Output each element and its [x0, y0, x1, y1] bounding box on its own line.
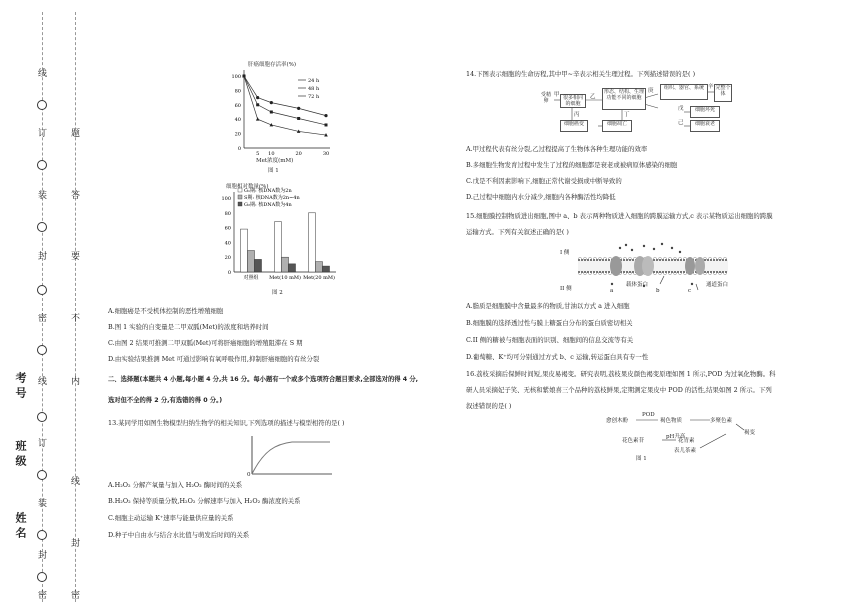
seal-char: 不 — [71, 314, 81, 324]
q15-stem-cont: 运输方式。下列有关叙述正确的是( ) — [466, 228, 569, 236]
fig2-y-tick-label: 80 — [224, 210, 231, 217]
fig1-x-tick-label: 10 — [268, 151, 275, 157]
seal-char: 题 — [71, 129, 81, 139]
seal-char: 密 — [38, 591, 48, 601]
fig2-bar — [289, 264, 296, 272]
fig1-point — [256, 96, 259, 99]
q15-label-carrier: 载体蛋白 — [626, 282, 649, 288]
fig1-y-tick-label: 80 — [234, 88, 241, 95]
fig2-bar — [282, 257, 289, 272]
q13-model-graph — [246, 432, 336, 480]
q14-cells-same: 很多相同的细胞 — [560, 94, 586, 108]
fig2-bar — [316, 262, 323, 272]
q16-brown-substance: 褐色物质 — [660, 418, 683, 424]
q16-diagram — [606, 412, 766, 464]
q16-guaiacol: 愈创木酚 — [606, 418, 629, 424]
q14-individual: 完整个体 — [714, 84, 732, 102]
q16-pod-enzyme: POD — [642, 412, 655, 418]
q15-side-1: I 侧 — [560, 250, 570, 256]
q16-browning: 褐变 — [744, 430, 756, 436]
fig2-bar — [275, 222, 282, 272]
q14-process-geng: 庚 — [648, 88, 654, 94]
binding-margin — [0, 0, 86, 608]
fig1-x-tick-label: 5 — [256, 151, 260, 157]
q16-polymer-pigment: 多聚色素 — [710, 418, 733, 424]
q15-label-channel: 通道蛋白 — [706, 282, 729, 288]
fig1-x-title: Met浓度(mM) — [256, 158, 294, 164]
q13-option-b: B.H₂O₂ 保持等质量分数,H₂O₂ 分解速率与加入 H₂O₂ 酶浓度的关系 — [108, 497, 301, 505]
fig1-point — [297, 107, 300, 110]
fig1-y-tick-label: 40 — [234, 117, 241, 124]
seal-char: 答 — [71, 191, 81, 201]
fig2-legend-swatch — [238, 195, 242, 199]
seal-char: 订 — [38, 129, 48, 139]
seal-char: 线 — [38, 377, 48, 387]
q14-process-yi: 乙 — [590, 94, 596, 100]
q14-option-a: A.甲过程代表有丝分裂,乙过程提高了生物体各种生理功能的效率 — [466, 145, 648, 153]
q15-option-b: B.细胞膜的选择透过性与膜上糖蛋白分布的蛋白质密切相关 — [466, 319, 633, 327]
fig1-y-tick-label: 60 — [234, 102, 241, 109]
q13-stem: 13.某同学用如图生物模型归纳生物学的相关知识,下列选项的描述与模型相符的是( ) — [108, 419, 345, 427]
seal-char: 密 — [71, 591, 81, 601]
q14-process-ji: 己 — [678, 120, 684, 126]
fig2-bar-chart — [214, 180, 344, 298]
fig2-bar — [323, 266, 330, 272]
q16-epicatechin: 表儿茶素 — [674, 448, 697, 454]
binding-hole — [37, 572, 47, 582]
q14-cell-apoptosis: 细胞凋亡 — [602, 120, 632, 132]
q15-option-d: D.葡萄糖、K⁺均可分别通过方式 b、c 运输,转运蛋白具有专一性 — [466, 353, 649, 361]
fig2-bar — [241, 229, 248, 272]
seal-char: 装 — [38, 499, 48, 509]
fig2-category-label: 对照组 — [243, 275, 259, 281]
q13-origin: 0 — [247, 472, 251, 478]
q14-option-b: B.多细胞生物发育过程中发生了过程的细胞都是衰老或被病原体感染的细胞 — [466, 161, 678, 169]
q14-process-ding: 丁 — [624, 112, 630, 118]
q15-option-c: C.II 侧的糖被与细胞表面的识别、细胞间的信息交流等有关 — [466, 336, 634, 344]
fig1-caption: 图 1 — [268, 168, 279, 174]
fig2-bar — [248, 251, 255, 272]
exam-number-label: 考号 — [14, 372, 27, 402]
fig1-point — [325, 123, 328, 126]
q15-side-2: II 侧 — [560, 286, 572, 292]
q14-process-bing: 丙 — [574, 112, 580, 118]
fig1-point — [324, 114, 327, 117]
seal-line-outer — [75, 12, 76, 602]
binding-hole — [37, 345, 47, 355]
seal-char: 订 — [38, 439, 48, 449]
fig1-y-tick-label: 0 — [237, 146, 241, 152]
name-label: 姓名 — [14, 512, 27, 542]
fig1-legend-label: 72 h — [308, 94, 320, 100]
fig1-point — [256, 117, 260, 120]
seal-char: 要 — [71, 252, 81, 262]
q16-anthocyanidin: 花青素 — [678, 438, 695, 444]
fig2-y-tick-label: 20 — [224, 255, 231, 262]
q13-option-c: C.细胞主动运输 K⁺速率与能量供应量的关系 — [108, 514, 234, 522]
figure-2 — [214, 180, 344, 298]
fig1-point — [256, 103, 259, 106]
q14-diagram — [540, 82, 750, 136]
q14-process-wu: 戊 — [678, 106, 684, 112]
section-2-heading-cont: 选对但不全的得 2 分,有选错的得 0 分。) — [108, 397, 223, 404]
fig2-y-tick-label: 60 — [224, 225, 231, 232]
q14-tissue-organ: 组织、器官、系统 — [660, 84, 708, 100]
seal-char: 线 — [38, 69, 48, 79]
q14-cell-aging: 细胞衰老 — [690, 120, 720, 132]
q14-option-d: D.己过程中细胞内水分减少,细胞内各种酶活性均降低 — [466, 193, 616, 201]
fig2-caption: 图 2 — [272, 290, 283, 296]
q16-stem-3: 叙述错误的是( ) — [466, 402, 512, 410]
fig2-legend-label: G₂期: 核DNA数为4n — [244, 202, 292, 208]
q14-option-c: C.戊是不利因素影响下,细胞正常代谢受损或中断导致的 — [466, 177, 622, 185]
fig2-y-title: 细胞相对数量(%) — [226, 184, 269, 190]
q13-curve-svg — [246, 432, 336, 480]
binding-hole — [37, 412, 47, 422]
q14-cell-necrosis: 细胞坏死 — [690, 106, 720, 118]
binding-hole — [37, 160, 47, 170]
fig2-y-tick-label: 0 — [227, 270, 231, 276]
fig1-legend-label: 48 h — [308, 86, 320, 92]
q13-option-d: D.种子中自由水与结合水比值与萌发后时间的关系 — [108, 531, 250, 539]
q15-membrane-diagram — [560, 240, 740, 296]
seal-char: 封 — [38, 551, 48, 561]
binding-hole — [37, 222, 47, 232]
fig2-y-tick-label: 100 — [221, 196, 231, 202]
q16-anthocyanin-glycoside: 花色素苷 — [622, 438, 645, 444]
option-a: A.细胞癌是不受机体控制的恶性增殖细胞 — [108, 307, 224, 315]
seal-char: 装 — [38, 191, 48, 201]
q15-label-b: b — [656, 288, 660, 294]
fig1-point — [270, 111, 273, 114]
binding-hole — [37, 470, 47, 480]
fig2-bar — [255, 259, 262, 272]
option-c: C.由图 2 结果可推测二甲双胍(Met)可将肝癌细胞的增殖阻滞在 S 期 — [108, 339, 303, 347]
q14-stem: 14.下图表示细胞的生命历程,其中甲~辛表示相关生理过程。下列描述错误的是( ) — [466, 70, 696, 78]
fig1-y-tick-label: 20 — [234, 131, 241, 138]
fig1-x-tick-label: 30 — [322, 151, 330, 157]
q16-stem-1: 16.荔枝采摘后保鲜时间短,果皮易褐变。研究表明,荔枝果皮颜色褐变原理如图 1 所示,POD 为过氧化物酶。科 — [466, 370, 776, 378]
binding-hole — [37, 100, 47, 110]
class-label: 班级 — [14, 440, 27, 470]
seal-char: 封 — [38, 252, 48, 262]
q14-zygote: 受精卵 — [540, 92, 551, 104]
q15-label-a: a — [610, 288, 614, 294]
seal-char: 线 — [71, 477, 81, 487]
q14-cells-diff: 形态、结构、生理功能不同的细胞 — [602, 88, 646, 110]
fig2-bar — [309, 213, 316, 272]
fig2-category-label: Met(10 mM) — [269, 275, 301, 281]
fig2-category-label: Met(20 mM) — [303, 275, 335, 281]
q15-label-c: c — [688, 288, 692, 294]
fig1-x-tick-label: 20 — [295, 151, 302, 157]
fig1-legend-label: 24 h — [308, 78, 320, 84]
q14-process-jia: 甲 — [554, 92, 560, 98]
binding-hole — [37, 530, 47, 540]
seal-char: 密 — [38, 314, 48, 324]
option-b: B.图 1 实验的自变量是二甲双胍(Met)的浓度和培养时间 — [108, 323, 269, 331]
q16-caption: 图 1 — [636, 456, 647, 462]
fig2-y-tick-label: 40 — [224, 240, 231, 247]
figure-1 — [222, 62, 342, 180]
section-2-heading: 二、选择题(本题共 4 小题,每小题 4 分,共 16 分。每小题有一个或多个选项符合题目要求,全部选对的得 4 分, — [108, 376, 419, 383]
q14-process-xin: 辛 — [708, 84, 714, 90]
q15-stem: 15.细胞膜控制物质进出细胞,图中 a、b 表示两种物质进入细胞的跨膜运输方式,c 表示某物质运出细胞的跨膜 — [466, 212, 773, 220]
fig1-point — [297, 117, 300, 120]
q14-cell-cancer: 细胞癌变 — [560, 120, 588, 132]
seal-char: 内 — [71, 377, 81, 387]
q15-option-a: A.脂质是细胞膜中含量最多的物质,甘油以方式 a 进入细胞 — [466, 302, 630, 310]
seal-char: 封 — [71, 539, 81, 549]
fig2-legend-label: S期: 核DNA数为2n~4n — [244, 195, 300, 201]
fig1-point — [270, 101, 273, 104]
q16-stem-2: 研人员采摘妃子笑、无核和紫娘喜三个品种的荔枝鲜果,定期测定果皮中 POD 的活性,结果如图 2 所示。下列 — [466, 386, 772, 394]
fig2-legend-swatch — [238, 202, 242, 206]
q16-ph-rise: pH升高 — [666, 434, 686, 440]
fig1-y-title: 肝癌细胞存活率(%) — [248, 62, 297, 68]
binding-hole — [37, 285, 47, 295]
option-d: D.由实验结果推测 Met 可通过影响有氧呼吸作用,抑制肝癌细胞的有丝分裂 — [108, 355, 320, 363]
q13-option-a: A.H₂O₂ 分解产氧量与加入 H₂O₂ 酶时间的关系 — [108, 481, 243, 489]
fig1-y-tick-label: 100 — [231, 74, 241, 80]
fig2-legend-label: G₁期: 核DNA数为2n — [244, 188, 292, 194]
